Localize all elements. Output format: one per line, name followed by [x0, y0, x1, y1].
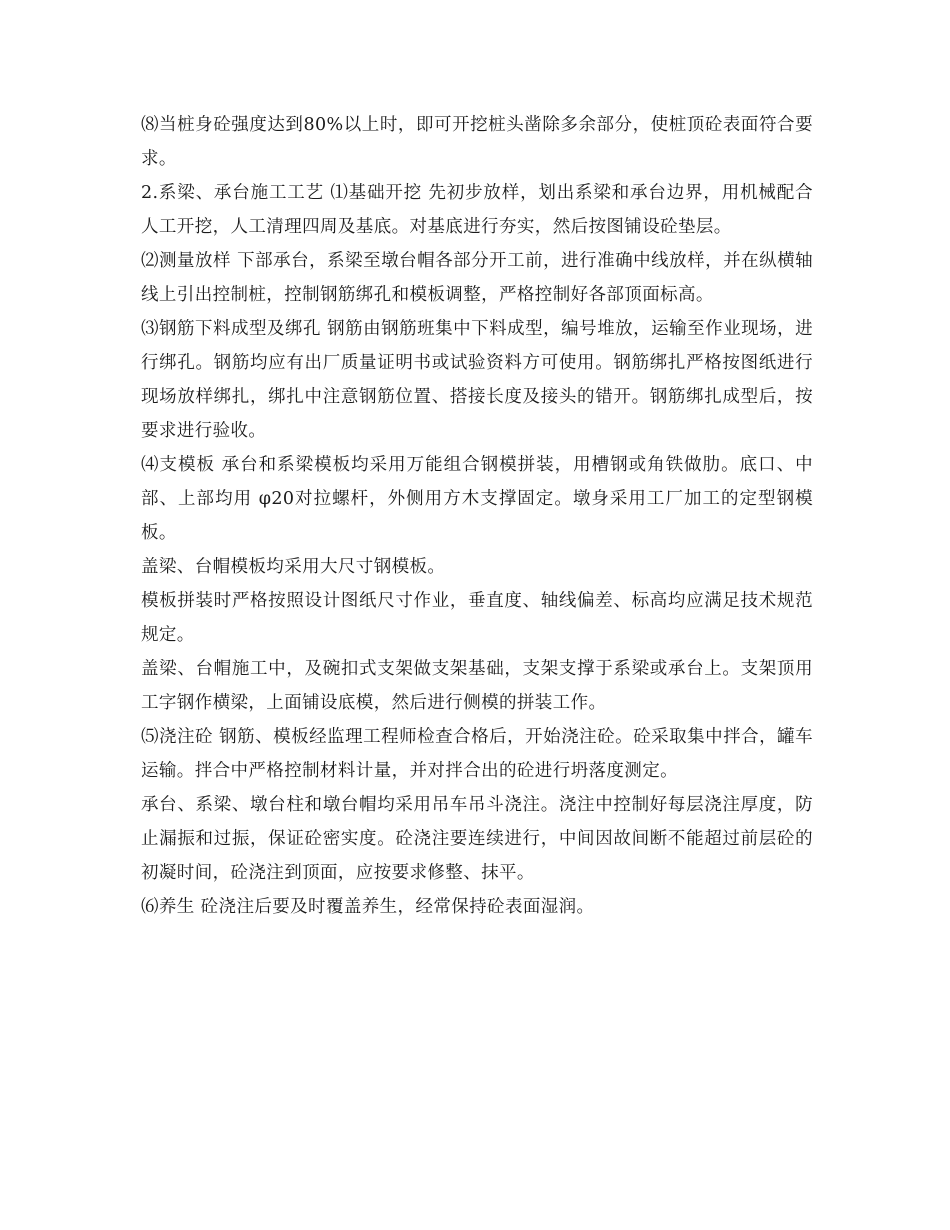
- paragraph-capping-beam-formwork: 盖梁、台帽模板均采用大尺寸钢模板。: [141, 557, 446, 577]
- paragraph-curing: ⑹养生 砼浇注后要及时覆盖养生，经常保持砼表面湿润。: [141, 897, 595, 917]
- paragraph-rebar-forming: ⑶钢筋下料成型及绑孔 钢筋由钢筋班集中下料成型，编号堆放，运输至作业现场，进行绑孔。钢筋均应有出厂质量证明书或试验资料方可使用。钢筋绑扎严格按图纸进行现场放样绑扎，绑扎中注意钢筋位置、搭接长度及接头的错开。钢筋绑扎成型后，按要求进行验收。: [141, 319, 813, 441]
- document-body: [141, 108, 813, 924]
- paragraph-concrete-pouring: ⑸浇注砼 钢筋、模板经监理工程师检查合格后，开始浇注砼。砼采取集中拌合，罐车运输。拌合中严格控制材料计量，并对拌合出的砼进行坍落度测定。: [141, 727, 813, 781]
- paragraph-formwork-assembly: 模板拼装时严格按照设计图纸尺寸作业，垂直度、轴线偏差、标高均应满足技术规范规定。: [141, 591, 813, 645]
- paragraph-support-frame: 盖梁、台帽施工中，及碗扣式支架做支架基础，支架支撑于系梁或承台上。支架顶用工字钢作横梁，上面铺设底模，然后进行侧模的拼装工作。: [141, 659, 813, 713]
- paragraph-pile-head-removal: ⑻当桩身砼强度达到80%以上时，即可开挖桩头凿除多余部分，使桩顶砼表面符合要求。: [141, 115, 813, 169]
- paragraph-survey-layout: ⑵测量放样 下部承台，系梁至墩台帽各部分开工前，进行准确中线放样，并在纵横轴线上引出控制桩，控制钢筋绑孔和模板调整，严格控制好各部顶面标高。: [141, 251, 813, 305]
- paragraph-foundation-excavation: 2.系梁、承台施工工艺 ⑴基础开挖 先初步放样，划出系梁和承台边界，用机械配合人工开挖，人工清理四周及基底。对基底进行夯实，然后按图铺设砼垫层。: [141, 183, 813, 237]
- paragraph-pouring-details: 承台、系梁、墩台柱和墩台帽均采用吊车吊斗浇注。浇注中控制好每层浇注厚度，防止漏振和过振，保证砼密实度。砼浇注要连续进行，中间因故间断不能超过前层砼的初凝时间，砼浇注到顶面，应按要求修整、抹平。: [141, 795, 813, 883]
- paragraph-formwork: ⑷支模板 承台和系梁模板均采用万能组合钢模拼装，用槽钢或角铁做肋。底口、中部、上部均用 φ20对拉螺杆，外侧用方木支撑固定。墩身采用工厂加工的定型钢模板。: [141, 455, 813, 543]
